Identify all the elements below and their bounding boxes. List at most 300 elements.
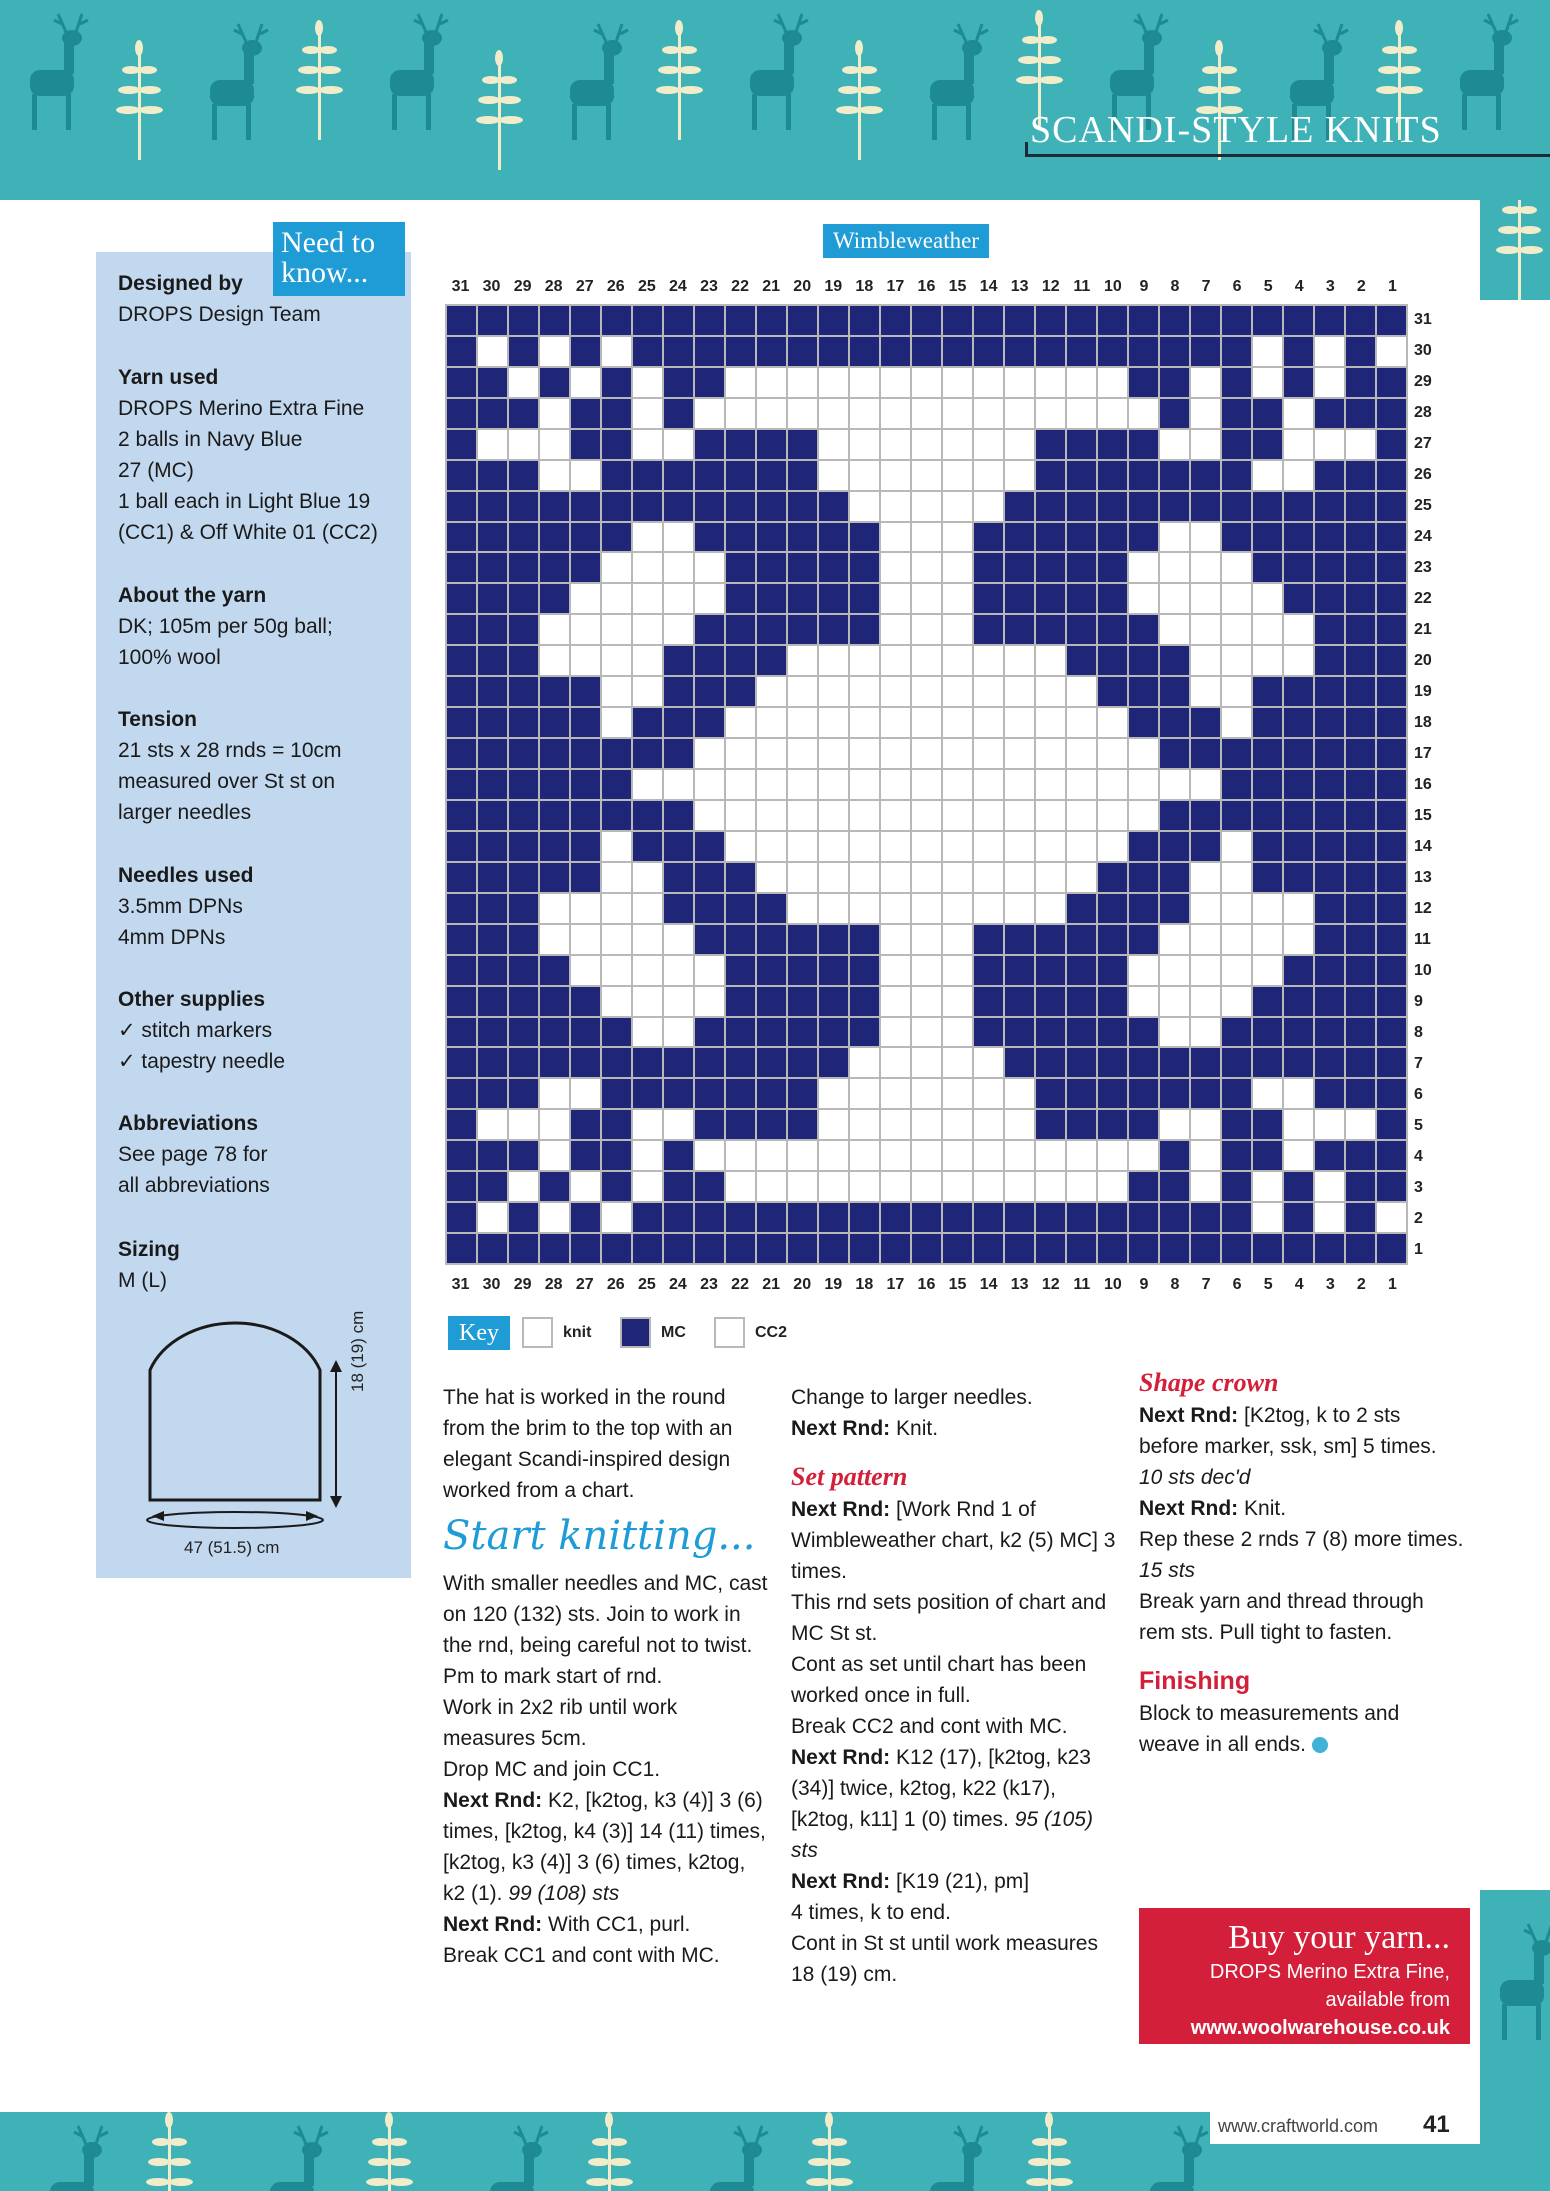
chart-cell: [943, 584, 972, 613]
chart-cell: [819, 306, 848, 335]
chart-cell: [571, 553, 600, 582]
chart-cell: [1377, 1110, 1406, 1139]
chart-cell: [571, 1048, 600, 1077]
chart-cell: [1005, 677, 1034, 706]
chart-cell: [881, 801, 910, 830]
stitch-count: 10 sts dec'd: [1139, 1466, 1251, 1489]
chart-cell: [633, 306, 662, 335]
chart-column-label: 31: [451, 278, 470, 295]
about-yarn-heading: About the yarn: [118, 584, 267, 607]
chart-cell: [850, 461, 879, 490]
chart-cell: [602, 399, 631, 428]
chart-cell: [1067, 1048, 1096, 1077]
chart-cell: [1005, 368, 1034, 397]
chart-cell: [447, 1172, 476, 1201]
section-rule: [1025, 154, 1550, 157]
chart-cell: [509, 1079, 538, 1108]
chart-row-label: 9: [1414, 993, 1423, 1010]
chart-cell: [850, 1203, 879, 1232]
chart-cell: [788, 1234, 817, 1263]
chart-cell: [1067, 801, 1096, 830]
chart-cell: [1284, 770, 1313, 799]
chart-cell: [1284, 925, 1313, 954]
chart-cell: [1284, 1141, 1313, 1170]
chart-cell: [478, 832, 507, 861]
chart-cell: [1315, 1079, 1344, 1108]
chart-cell: [540, 337, 569, 366]
supplies-line: ✓ stitch markers: [118, 1019, 273, 1042]
chart-cell: [726, 399, 755, 428]
chart-row-label: 27: [1414, 435, 1432, 452]
chart-cell: [1129, 987, 1158, 1016]
finishing-text: Block to measurements and weave in all ends.: [1139, 1702, 1400, 1756]
chart-cell: [912, 801, 941, 830]
chart-cell: [1315, 1234, 1344, 1263]
chart-column-labels-top: [445, 276, 1408, 298]
chart-cell: [1160, 584, 1189, 613]
chart-cell: [602, 1110, 631, 1139]
chart-cell: [633, 553, 662, 582]
chart-cell: [509, 677, 538, 706]
chart-cell: [1005, 1018, 1034, 1047]
chart-cell: [912, 461, 941, 490]
chart-cell: [695, 894, 724, 923]
chart-cell: [1253, 1079, 1282, 1108]
chart-column-label: 5: [1263, 1276, 1273, 1293]
chart-column-label: 1: [1387, 278, 1397, 295]
designed-by-heading: Designed by: [118, 272, 243, 295]
chart-cell: [1315, 739, 1344, 768]
chart-cell: [1098, 956, 1127, 985]
chart-cell: [1284, 492, 1313, 521]
chart-cell: [695, 1234, 724, 1263]
chart-cell: [1129, 863, 1158, 892]
chart-column-label: 29: [513, 1276, 532, 1293]
chart-cell: [1377, 553, 1406, 582]
chart-cell: [819, 337, 848, 366]
chart-cell: [509, 894, 538, 923]
chart-cell: [1253, 739, 1282, 768]
chart-column-label: 7: [1201, 278, 1211, 295]
chart-cell: [1036, 492, 1065, 521]
chart-cell: [1067, 987, 1096, 1016]
chart-cell: [540, 1018, 569, 1047]
chart-cell: [1005, 492, 1034, 521]
chart-cell: [912, 1110, 941, 1139]
chart-cell: [447, 1234, 476, 1263]
chart-column-label: 12: [1041, 278, 1060, 295]
chart-cell: [1129, 368, 1158, 397]
chart-cell: [1284, 739, 1313, 768]
chart-cell: [695, 1141, 724, 1170]
chart-row-label: 4: [1414, 1148, 1423, 1165]
chart-cell: [943, 492, 972, 521]
footer-url-link[interactable]: www.craftworld.com: [1218, 2116, 1379, 2136]
chart-cell: [633, 399, 662, 428]
chart-cell: [1036, 863, 1065, 892]
chart-cell: [1067, 708, 1096, 737]
next-rnd-label: Next Rnd:: [791, 1870, 891, 1893]
chart-cell: [850, 337, 879, 366]
chart-cell: [726, 956, 755, 985]
chart-cell: [1253, 615, 1282, 644]
chart-cell: [819, 739, 848, 768]
chart-cell: [912, 523, 941, 552]
chart-cell: [1098, 863, 1127, 892]
buy-url-link[interactable]: www.woolwarehouse.co.uk: [1190, 2017, 1450, 2039]
chart-cell: [881, 461, 910, 490]
chart-cell: [602, 801, 631, 830]
chart-cell: [1005, 584, 1034, 613]
chart-cell: [633, 337, 662, 366]
chart-cell: [912, 399, 941, 428]
chart-cell: [788, 925, 817, 954]
chart-cell: [1098, 430, 1127, 459]
chart-cell: [1067, 523, 1096, 552]
chart-cell: [571, 925, 600, 954]
chart-cell: [819, 1048, 848, 1077]
chart-cell: [1129, 399, 1158, 428]
chart-cell: [1036, 1018, 1065, 1047]
chart-cell: [602, 708, 631, 737]
chart-cell: [788, 1141, 817, 1170]
chart-cell: [1129, 925, 1158, 954]
chart-cell: [788, 1203, 817, 1232]
chart-cell: [633, 677, 662, 706]
chart-cell: [726, 430, 755, 459]
supplies-line: ✓ tapestry needle: [118, 1050, 286, 1073]
chart-cell: [1036, 708, 1065, 737]
chart-cell: [571, 677, 600, 706]
chart-cell: [602, 1079, 631, 1108]
chart-cell: [571, 337, 600, 366]
chart-cell: [1346, 1234, 1375, 1263]
chart-cell: [633, 801, 662, 830]
chart-cell: [1377, 987, 1406, 1016]
chart-cell: [974, 1048, 1003, 1077]
chart-cell: [1005, 461, 1034, 490]
chart-cell: [1253, 306, 1282, 335]
chart-cell: [571, 461, 600, 490]
chart-cell: [1284, 368, 1313, 397]
chart-cell: [1346, 1048, 1375, 1077]
chart-cell: [1253, 646, 1282, 675]
chart-cell: [1191, 430, 1220, 459]
chart-cell: [881, 492, 910, 521]
chart-cell: [1005, 894, 1034, 923]
chart-cell: [912, 956, 941, 985]
chart-cell: [1005, 1172, 1034, 1201]
chart-cell: [1315, 306, 1344, 335]
chart-cell: [1222, 615, 1251, 644]
chart-cell: [602, 1172, 631, 1201]
chart-cell: [509, 1172, 538, 1201]
chart-cell: [509, 863, 538, 892]
chart-cell: [447, 523, 476, 552]
chart-cell: [1036, 1172, 1065, 1201]
chart-cell: [664, 832, 693, 861]
chart-cell: [571, 863, 600, 892]
chart-cell: [1253, 1203, 1282, 1232]
chart-row-label: 1: [1414, 1241, 1423, 1258]
chart-row-label: 11: [1414, 931, 1431, 948]
chart-cell: [1129, 801, 1158, 830]
chart-cell: [819, 987, 848, 1016]
chart-cell: [943, 770, 972, 799]
chart-cell: [1284, 708, 1313, 737]
chart-cell: [1346, 956, 1375, 985]
chart-cell: [571, 430, 600, 459]
chart-cell: [974, 863, 1003, 892]
chart-cell: [788, 523, 817, 552]
chart-cell: [1005, 523, 1034, 552]
chart-cell: [1284, 523, 1313, 552]
chart-cell: [819, 863, 848, 892]
chart-cell: [478, 863, 507, 892]
chart-cell: [788, 368, 817, 397]
yarn-line: 27 (MC): [118, 459, 194, 482]
chart-cell: [571, 306, 600, 335]
chart-cell: [1067, 832, 1096, 861]
chart-cell: [1036, 553, 1065, 582]
chart-cell: [1315, 553, 1344, 582]
chart-cell: [726, 801, 755, 830]
chart-cell: [850, 1110, 879, 1139]
chart-cell: [1129, 1203, 1158, 1232]
chart-cell: [1067, 1110, 1096, 1139]
chart-cell: [571, 1141, 600, 1170]
chart-cell: [1098, 646, 1127, 675]
chart-cell: [540, 1048, 569, 1077]
key-swatch-cc2: [714, 1317, 745, 1348]
chart-cell: [1377, 708, 1406, 737]
chart-cell: [1005, 306, 1034, 335]
chart-cell: [1377, 1141, 1406, 1170]
chart-cell: [1005, 430, 1034, 459]
chart-cell: [1346, 492, 1375, 521]
chart-cell: [664, 956, 693, 985]
chart-cell: [1067, 863, 1096, 892]
chart-cell: [1191, 306, 1220, 335]
next-rnd-label: Next Rnd:: [443, 1789, 543, 1812]
chart-cell: [478, 492, 507, 521]
chart-cell: [633, 894, 662, 923]
chart-cell: [757, 1048, 786, 1077]
wimbleweather-chart-grid: [445, 304, 1408, 1265]
chart-cell: [571, 368, 600, 397]
chart-cell: [1377, 368, 1406, 397]
chart-cell: [540, 1172, 569, 1201]
chart-cell: [1315, 801, 1344, 830]
chart-cell: [819, 368, 848, 397]
chart-cell: [1036, 1203, 1065, 1232]
stitch-count: 15 sts: [1139, 1559, 1196, 1582]
chart-cell: [1005, 770, 1034, 799]
chart-cell: [447, 894, 476, 923]
next-rnd-label: Next Rnd:: [1139, 1404, 1239, 1427]
chart-cell: [788, 615, 817, 644]
chart-cell: [1191, 1141, 1220, 1170]
chart-cell: [1005, 553, 1034, 582]
chart-cell: [478, 306, 507, 335]
chart-cell: [1129, 1048, 1158, 1077]
chart-column-label: 14: [979, 278, 998, 295]
chart-row-label: 20: [1414, 652, 1432, 669]
chart-cell: [478, 739, 507, 768]
chart-cell: [1005, 863, 1034, 892]
chart-cell: [1377, 863, 1406, 892]
chart-cell: [540, 1203, 569, 1232]
chart-cell: [1129, 523, 1158, 552]
chart-cell: [943, 368, 972, 397]
chart-cell: [1067, 615, 1096, 644]
chart-cell: [726, 368, 755, 397]
chart-cell: [1346, 399, 1375, 428]
chart-cell: [757, 925, 786, 954]
chart-cell: [664, 1018, 693, 1047]
shape-crown-heading: Shape crown: [1139, 1368, 1279, 1397]
chart-column-label: 13: [1010, 1276, 1029, 1293]
chart-cell: [819, 770, 848, 799]
chart-cell: [509, 584, 538, 613]
chart-cell: [943, 1141, 972, 1170]
chart-cell: [478, 615, 507, 644]
chart-cell: [1346, 1079, 1375, 1108]
chart-cell: [757, 584, 786, 613]
chart-cell: [447, 1110, 476, 1139]
chart-cell: [664, 925, 693, 954]
chart-cell: [974, 1203, 1003, 1232]
chart-cell: [1315, 368, 1344, 397]
chart-cell: [757, 677, 786, 706]
chart-cell: [1067, 1079, 1096, 1108]
chart-cell: [850, 677, 879, 706]
chart-cell: [757, 770, 786, 799]
chart-cell: [1315, 1172, 1344, 1201]
chart-cell: [1036, 523, 1065, 552]
chart-cell: [788, 1048, 817, 1077]
chart-cell: [695, 1110, 724, 1139]
start-knitting-heading: Start knitting...: [443, 1513, 756, 1559]
chart-cell: [757, 368, 786, 397]
chart-cell: [633, 492, 662, 521]
chart-cell: [1315, 1048, 1344, 1077]
chart-cell: [1377, 770, 1406, 799]
chart-cell: [881, 832, 910, 861]
chart-cell: [1098, 677, 1127, 706]
chart-cell: [788, 832, 817, 861]
chart-cell: [1036, 1110, 1065, 1139]
chart-cell: [1315, 523, 1344, 552]
chart-cell: [1160, 894, 1189, 923]
chart-cell: [850, 1018, 879, 1047]
chart-cell: [1315, 987, 1344, 1016]
chart-cell: [633, 584, 662, 613]
chart-cell: [726, 646, 755, 675]
chart-column-label: 30: [482, 278, 501, 295]
chart-cell: [757, 430, 786, 459]
chart-row-label: 26: [1414, 466, 1432, 483]
chart-cell: [664, 584, 693, 613]
chart-cell: [1129, 615, 1158, 644]
chart-cell: [478, 646, 507, 675]
chart-cell: [788, 677, 817, 706]
abbreviations-line: See page 78 for: [118, 1143, 268, 1166]
chart-cell: [571, 399, 600, 428]
chart-cell: [850, 306, 879, 335]
chart-cell: [1036, 832, 1065, 861]
chart-cell: [1160, 646, 1189, 675]
chart-cell: [1129, 646, 1158, 675]
chart-cell: [1222, 1172, 1251, 1201]
chart-cell: [695, 956, 724, 985]
chart-cell: [478, 1234, 507, 1263]
chart-cell: [1160, 1203, 1189, 1232]
chart-cell: [1129, 553, 1158, 582]
chart-cell: [912, 894, 941, 923]
chart-row-label: 30: [1414, 342, 1432, 359]
chart-cell: [540, 801, 569, 830]
chart-cell: [1377, 739, 1406, 768]
chart-cell: [1377, 584, 1406, 613]
chart-cell: [726, 1048, 755, 1077]
chart-cell: [447, 1141, 476, 1170]
chart-cell: [1284, 1110, 1313, 1139]
chart-cell: [1191, 368, 1220, 397]
chart-cell: [726, 1110, 755, 1139]
chart-cell: [819, 523, 848, 552]
chart-cell: [1346, 368, 1375, 397]
chart-cell: [974, 646, 1003, 675]
chart-cell: [1253, 523, 1282, 552]
chart-cell: [850, 1172, 879, 1201]
chart-cell: [1160, 337, 1189, 366]
chart-cell: [757, 1018, 786, 1047]
chart-cell: [850, 1048, 879, 1077]
chart-cell: [1067, 1203, 1096, 1232]
chart-cell: [1253, 956, 1282, 985]
chart-cell: [633, 368, 662, 397]
chart-cell: [726, 337, 755, 366]
chart-cell: [881, 1234, 910, 1263]
chart-cell: [1377, 1018, 1406, 1047]
key-swatch-mc: [620, 1317, 651, 1348]
chart-cell: [571, 832, 600, 861]
abbreviations-line: all abbreviations: [118, 1174, 270, 1197]
chart-cell: [850, 1079, 879, 1108]
chart-cell: [1067, 461, 1096, 490]
chart-cell: [943, 553, 972, 582]
chart-cell: [1253, 1110, 1282, 1139]
chart-cell: [447, 1018, 476, 1047]
chart-cell: [881, 399, 910, 428]
chart-cell: [1284, 1172, 1313, 1201]
chart-cell: [881, 925, 910, 954]
chart-cell: [757, 337, 786, 366]
chart-cell: [1036, 894, 1065, 923]
chart-cell: [850, 368, 879, 397]
chart-cell: [943, 1079, 972, 1108]
fasten-text: Break yarn and thread through rem sts. Pull tight to fasten.: [1139, 1590, 1424, 1644]
chart-cell: [447, 430, 476, 459]
chart-cell: [1160, 1172, 1189, 1201]
chart-cell: [1191, 615, 1220, 644]
chart-cell: [1098, 615, 1127, 644]
pattern-text: Cont as set until chart has been worked once in full.: [791, 1653, 1087, 1707]
yarn-line: DROPS Merino Extra Fine: [118, 397, 365, 420]
chart-cell: [540, 863, 569, 892]
chart-cell: [447, 708, 476, 737]
